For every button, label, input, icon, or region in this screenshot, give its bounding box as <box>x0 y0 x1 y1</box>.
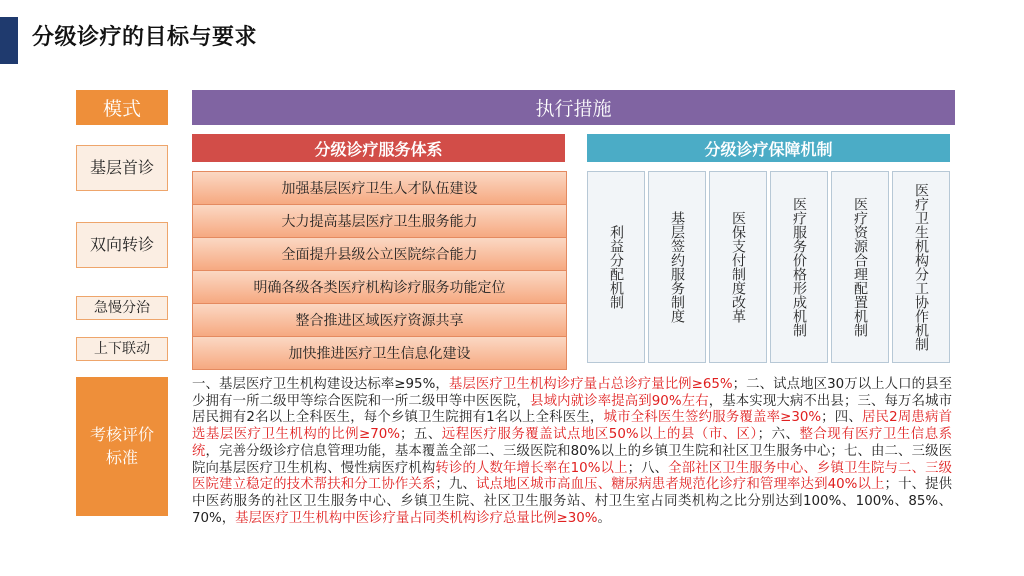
evaluation-highlight: 县域内就诊率提高到90%左右 <box>530 393 709 409</box>
mode-item-two-way-referral: 双向转诊 <box>76 222 168 268</box>
evaluation-segment: ；四、 <box>821 410 862 426</box>
evaluation-segment: ，基本实现大病不出县；三、每万名城市居民拥有2名以上全科医生，每个乡镇卫生院拥有1名以上全科医生， <box>192 393 953 426</box>
guarantee-item <box>770 171 828 363</box>
guarantee-mechanism-header: 分级诊疗保障机制 <box>587 134 950 162</box>
evaluation-segment: 。 <box>597 510 611 526</box>
evaluation-segment: ；十、提供中医药服务的社区卫生服务中心、乡镇卫生院、社区卫生服务站、村卫生室占同类机构之比分别达到100%、100%、85%、70%， <box>192 477 953 526</box>
guarantee-item-label: 医疗卫生机构分工协作机制 <box>913 183 929 351</box>
title-accent-bar <box>0 17 18 64</box>
evaluation-label <box>76 377 168 516</box>
service-system-header: 分级诊疗服务体系 <box>192 134 565 162</box>
guarantee-item-label: 利益分配机制 <box>608 225 624 309</box>
evaluation-highlight: 转诊的人数年增长率在10%以上 <box>435 460 628 476</box>
mode-header: 模式 <box>76 90 168 125</box>
evaluation-segment: ；八、 <box>627 460 669 476</box>
service-item: 整合推进区域医疗资源共享 <box>192 304 567 337</box>
guarantee-item-label: 医疗服务价格形成机制 <box>791 197 807 337</box>
evaluation-highlight: 基层医疗卫生机构诊疗量占总诊疗量比例≥65% <box>448 377 733 392</box>
guarantee-item <box>587 171 645 363</box>
evaluation-highlight: 城市全科医生签约服务覆盖率≥30% <box>603 410 822 426</box>
measures-header: 执行措施 <box>192 90 955 125</box>
evaluation-segment: ；五、 <box>400 427 442 443</box>
mode-item-acute-chronic: 急慢分治 <box>76 296 168 320</box>
evaluation-highlight: 基层医疗卫生机构中医诊疗量占同类机构诊疗总量比例≥30% <box>235 510 598 526</box>
mode-item-primary-care: 基层首诊 <box>76 145 168 191</box>
evaluation-highlight: 整合现有医疗卫生信息系统 <box>192 427 953 459</box>
guarantee-item <box>831 171 889 363</box>
service-item: 大力提高基层医疗卫生服务能力 <box>192 205 567 238</box>
service-item: 明确各级各类医疗机构诊疗服务功能定位 <box>192 271 567 304</box>
evaluation-segment: ；六、 <box>757 427 800 443</box>
guarantee-item-label: 基层签约服务制度 <box>669 211 685 323</box>
service-item: 加快推进医疗卫生信息化建设 <box>192 337 567 370</box>
evaluation-segment: ，完善分级诊疗信息管理功能，基本覆盖全部二、三级医院和80%以上的乡镇卫生院和社区卫生服务中心；七、由二、三级医院向基层医疗卫生机构、慢性病医疗机构 <box>192 443 953 476</box>
guarantee-item <box>892 171 950 363</box>
evaluation-segment: ；二、试点地区30万以上人口的县至少拥有一所二级甲等综合医院和一所二级甲等中医医院， <box>192 377 953 409</box>
mode-item-linkage: 上下联动 <box>76 337 168 361</box>
service-item: 加强基层医疗卫生人才队伍建设 <box>192 171 567 205</box>
evaluation-segment: ；九、 <box>435 477 476 493</box>
evaluation-label-text: 考核评价标准 <box>90 425 155 467</box>
guarantee-mechanism-list <box>587 171 950 363</box>
evaluation-criteria-text <box>192 377 952 527</box>
evaluation-highlight: 全部社区卫生服务中心、乡镇卫生院与二、三级医院建立稳定的技术帮扶和分工协作关系 <box>192 460 953 493</box>
guarantee-item <box>648 171 706 363</box>
guarantee-item-label: 医保支付制度改革 <box>730 211 746 323</box>
guarantee-item <box>709 171 767 363</box>
evaluation-highlight: 试点地区城市高血压、糖尿病患者规范化诊疗和管理率达到40%以上 <box>476 477 885 493</box>
evaluation-highlight: 居民2周患病首选基层医疗卫生机构的比例≥70% <box>192 410 952 443</box>
evaluation-highlight: 远程医疗服务覆盖试点地区50%以上的县（市、区） <box>441 427 758 443</box>
service-item: 全面提升县级公立医院综合能力 <box>192 238 567 271</box>
service-system-list <box>192 171 565 363</box>
evaluation-segment: 一、基层医疗卫生机构建设达标率≥95%， <box>192 377 449 392</box>
guarantee-item-label: 医疗资源合理配置机制 <box>852 197 868 337</box>
page-title: 分级诊疗的目标与要求 <box>32 25 258 50</box>
